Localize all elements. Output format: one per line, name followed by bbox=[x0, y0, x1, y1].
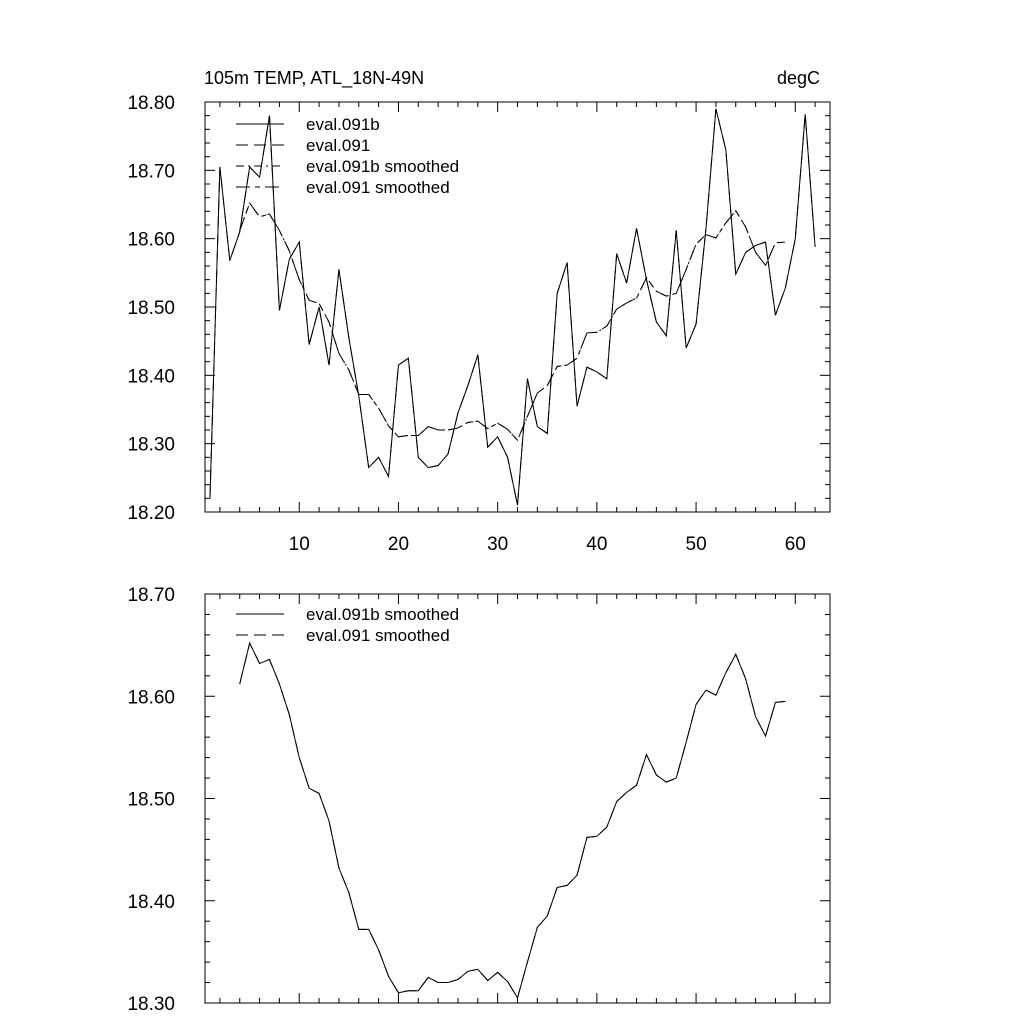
series-line-eval-091b-smoothed bbox=[240, 643, 786, 998]
y-tick-label: 18.70 bbox=[127, 161, 175, 183]
y-tick-label: 18.80 bbox=[127, 93, 175, 114]
plot-frame bbox=[205, 102, 830, 512]
x-tick-label: 10 bbox=[288, 534, 310, 555]
bottom-panel bbox=[127, 585, 830, 1015]
top-panel bbox=[127, 68, 830, 555]
x-tick-label: 50 bbox=[685, 534, 707, 555]
top-panel-title: 105m TEMP, ATL_18N-49N bbox=[204, 68, 425, 88]
series-line-eval-091-smoothed bbox=[240, 643, 786, 998]
y-tick-label: 18.40 bbox=[127, 366, 175, 388]
legend-label: eval.091 smoothed bbox=[306, 178, 450, 197]
y-tick-label: 18.60 bbox=[127, 687, 175, 709]
legend-label: eval.091b bbox=[306, 115, 380, 134]
y-tick-label: 18.50 bbox=[127, 298, 175, 319]
x-tick-label: 40 bbox=[586, 534, 608, 555]
y-tick-label: 18.30 bbox=[127, 434, 175, 456]
legend-label: eval.091b smoothed bbox=[306, 157, 460, 176]
series-line-eval-091b bbox=[210, 109, 815, 505]
x-tick-label: 20 bbox=[387, 534, 410, 555]
y-tick-label: 18.40 bbox=[127, 891, 175, 913]
x-tick-label: 60 bbox=[784, 534, 806, 555]
x-tick-label: 30 bbox=[487, 534, 509, 555]
y-tick-label: 18.70 bbox=[127, 585, 175, 606]
legend-label: eval.091 bbox=[306, 136, 371, 155]
series-line-eval-091 bbox=[210, 109, 815, 505]
y-tick-label: 18.60 bbox=[127, 229, 175, 251]
y-tick-label: 18.20 bbox=[127, 503, 175, 524]
y-tick-label: 18.30 bbox=[127, 994, 175, 1015]
legend-label: eval.091b smoothed bbox=[306, 605, 460, 624]
legend-label: eval.091 smoothed bbox=[306, 626, 450, 645]
top-panel-units: degC bbox=[776, 68, 820, 88]
y-tick-label: 18.50 bbox=[127, 789, 175, 811]
